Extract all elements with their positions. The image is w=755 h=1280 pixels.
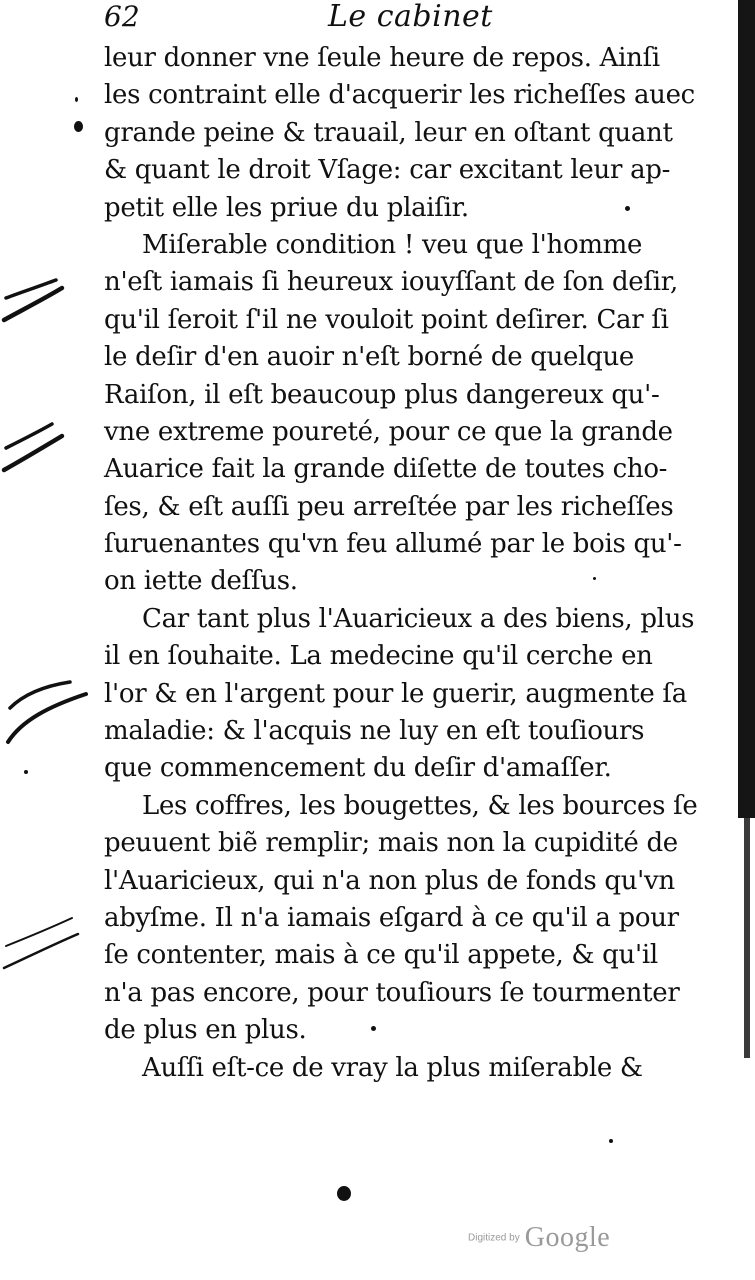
text-line: le deſir d'en auoir n'eſt borné de quelque	[104, 342, 635, 373]
running-title: Le cabinet	[328, 0, 493, 34]
watermark-prefix: Digitized by	[468, 1232, 520, 1244]
paragraph-start-line: Car tant plus l'Auaricieux a des biens, plus	[142, 603, 695, 634]
text-line: de plus en plus.	[104, 1015, 307, 1046]
text-line: leur donner vne ſeule heure de repos. Ainſi	[104, 43, 660, 73]
book-gutter-edge	[738, 0, 755, 818]
text-line: abyſme. Il n'a iamais eſgard à ce qu'il a pour	[104, 902, 679, 933]
page-number: 62	[104, 0, 140, 33]
pen-stroke-mark-1	[4, 280, 62, 320]
paragraph-start-line: Auſſi eſt-ce de vray la plus miſerable &	[142, 1052, 643, 1083]
ink-speck	[625, 206, 630, 211]
text-line: Auarice fait la grande diſette de toutes cho-	[104, 454, 668, 485]
text-line: il en ſouhaite. La medecine qu'il cerche en	[104, 641, 653, 672]
text-line: on iette deſſus.	[104, 566, 298, 597]
pen-stroke-mark-3	[8, 682, 86, 742]
ink-speck	[593, 577, 596, 580]
text-line: ſe contenter, mais à ce qu'il appete, & qu'il	[104, 940, 658, 971]
paragraph-start-line: Miſerable condition ! veu que l'homme	[142, 229, 643, 260]
text-line: & quant le droit Vſage: car excitant leur ap-	[104, 155, 671, 186]
pen-stroke-mark-4	[4, 918, 78, 968]
text-line: Raiſon, il eſt beaucoup plus dangereux qu'-	[104, 379, 660, 410]
ink-blot	[74, 121, 83, 132]
ink-speck	[609, 1139, 613, 1143]
text-line: que commencement du deſir d'amaſſer.	[104, 753, 612, 784]
text-line: les contraint elle d'acquerir les richeſſes auec	[104, 80, 695, 111]
text-line: grande peine & trauail, leur en oſtant quant	[104, 117, 673, 148]
text-line: maladie: & l'acquis ne luy en eſt touſiours	[104, 716, 645, 747]
pen-stroke-mark-2	[4, 424, 62, 470]
ink-speck	[75, 97, 78, 102]
text-line: qu'il ſeroit ſ'il ne vouloit point deſirer. Car ſi	[104, 304, 669, 335]
ink-blot	[337, 1186, 351, 1201]
text-line: peuuent biẽ remplir; mais non la cupidité de	[104, 828, 678, 859]
page-header	[100, 0, 700, 34]
text-line: ſes, & eſt auſſi peu arreſtée par les richeſſes	[104, 491, 674, 522]
body-text	[104, 40, 704, 1087]
text-line: petit elle les priue du plaiſir.	[104, 192, 469, 223]
text-line: l'Auaricieux, qui n'a non plus de fonds qu'vn	[104, 865, 675, 896]
text-line: l'or & en l'argent pour le guerir, augmente ſa	[104, 678, 687, 709]
ink-speck	[24, 770, 28, 774]
paragraph-start-line: Les coffres, les bougettes, & les bources ſe	[142, 790, 698, 821]
ink-speck	[371, 1026, 376, 1031]
margin-annotations	[0, 0, 120, 1000]
digitization-watermark	[468, 1222, 610, 1256]
watermark-brand: Google	[524, 1222, 611, 1253]
book-gutter-edge-lower	[744, 818, 750, 1058]
text-line: ſuruenantes qu'vn feu allumé par le bois qu'-	[104, 529, 682, 560]
text-line: n'eſt iamais ſi heureux iouyſſant de ſon deſir,	[104, 267, 678, 298]
text-line: n'a pas encore, pour touſiours ſe tourmenter	[104, 977, 680, 1008]
text-line: vne extreme poureté, pour ce que la grande	[104, 416, 673, 447]
